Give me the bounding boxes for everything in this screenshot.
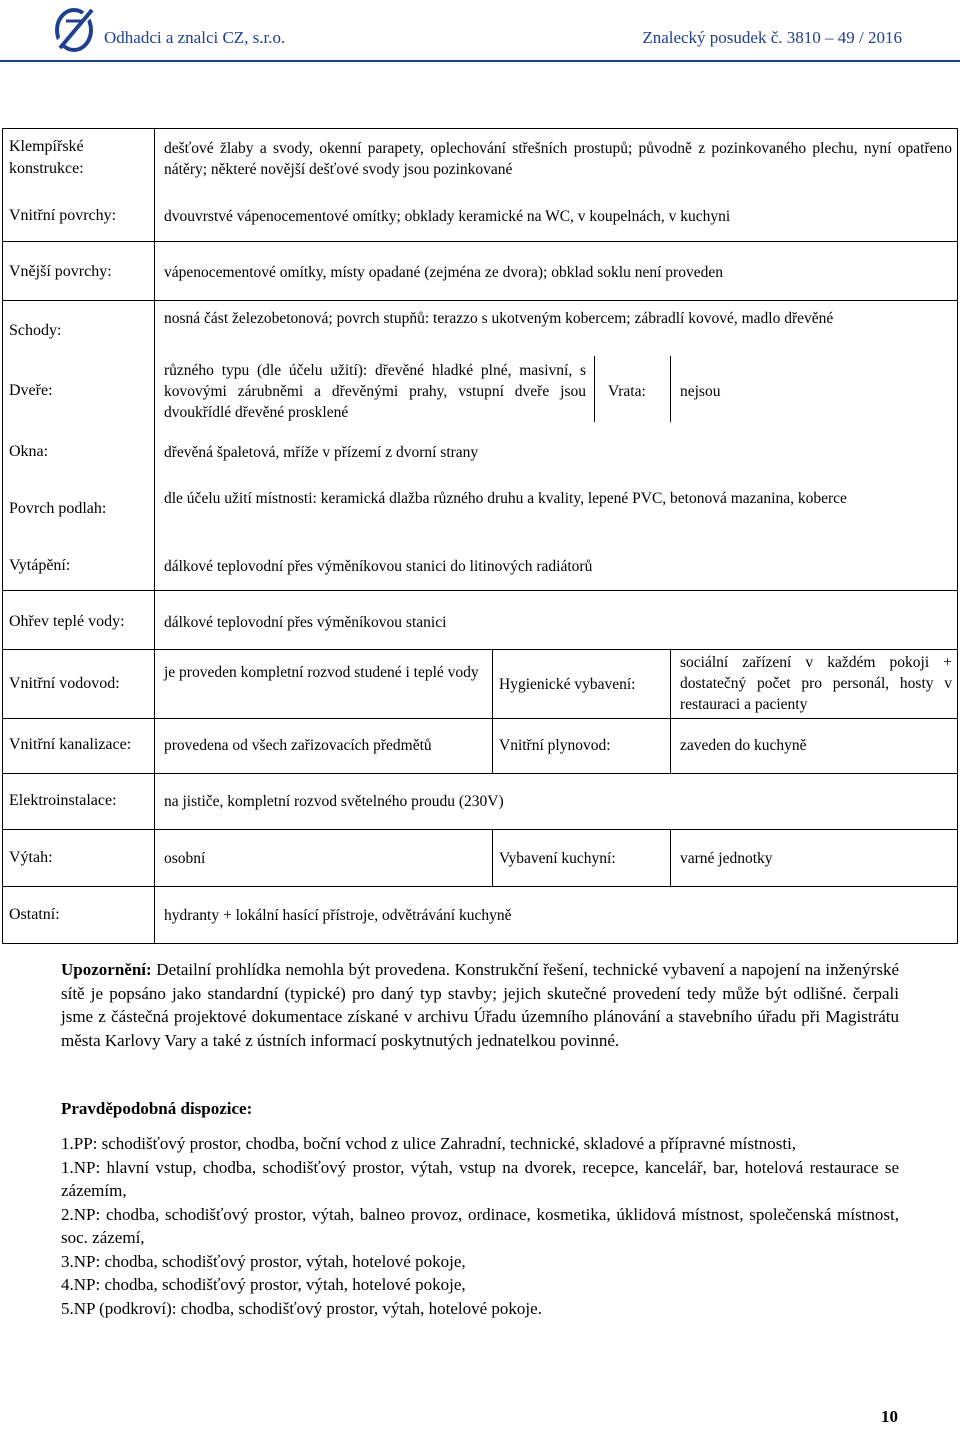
kuchyne-label: Vybavení kuchyní:	[499, 850, 616, 867]
table-rule	[2, 649, 958, 650]
table-rule	[2, 773, 958, 774]
disposition-list	[61, 1132, 899, 1320]
vnejsi-povrchy-value: vápenocementové omítky, místy opadané (zejména ze dvora); obklad soklu není proveden	[164, 264, 723, 281]
vytah-label: Výtah:	[9, 849, 53, 866]
table-rule	[957, 128, 958, 943]
list-item: 1.PP: schodišťový prostor, chodba, boční vchod z ulice Zahradní, technické, skladové a přípravné místnosti,	[61, 1134, 797, 1153]
list-item: 3.NP: chodba, schodišťový prostor, výtah, hotelové pokoje,	[61, 1251, 466, 1271]
table-rule	[492, 718, 493, 773]
ostatni-value: hydranty + lokální hasící přístroje, odvětrávání kuchyně	[164, 907, 512, 924]
table-rule	[154, 128, 155, 943]
vodovod-label: Vnitřní vodovod:	[9, 675, 120, 692]
vnitrni-povrchy-label: Vnitřní povrchy:	[9, 207, 117, 224]
ohrev-label: Ohřev teplé vody:	[9, 613, 125, 630]
table-rule	[670, 718, 671, 773]
warning-label: Upozornění:	[61, 960, 152, 979]
construction-table	[2, 128, 958, 944]
plynovod-label: Vnitřní plynovod:	[499, 737, 611, 754]
page-header	[0, 0, 960, 60]
table-rule	[2, 829, 958, 830]
dvere-label: Dveře:	[9, 382, 53, 399]
hygienicke-label: Hygienické vybavení:	[499, 676, 636, 693]
vnejsi-povrchy-label: Vnější povrchy:	[9, 263, 112, 280]
list-item: 4.NP: chodba, schodišťový prostor, výtah, hotelové pokoje,	[61, 1275, 466, 1294]
vrata-value: nejsou	[680, 383, 721, 400]
klempirske-label: Klempířské konstrukce:	[9, 138, 84, 177]
table-rule	[2, 128, 3, 943]
elektro-value: na jističe, kompletní rozvod světelného proudu (230V)	[164, 793, 504, 810]
table-rule	[2, 718, 958, 719]
header-divider	[0, 60, 960, 62]
table-rule	[670, 649, 671, 718]
table-rule	[2, 886, 958, 887]
kanalizace-value: provedena od všech zařizovacích předmětů	[164, 737, 432, 754]
okna-label: Okna:	[9, 443, 49, 460]
ohrev-value: dálkové teplovodní přes výměníkovou stanici	[164, 614, 447, 631]
company-name: Odhadci a znalci CZ, s.r.o.	[104, 28, 286, 47]
table-rule	[2, 943, 958, 944]
povrch-podlah-label: Povrch podlah:	[9, 500, 107, 517]
vytapeni-label: Vytápění:	[9, 557, 71, 574]
table-rule	[2, 590, 958, 591]
table-rule	[670, 829, 671, 886]
table-rule	[594, 356, 595, 422]
table-rule	[2, 241, 958, 242]
list-item: 5.NP (podkroví): chodba, schodišťový prostor, výtah, hotelové pokoje.	[61, 1298, 542, 1318]
dvere-value: různého typu (dle účelu užití): dřevěné hladké plné, masivní, s kovovými zárubněmi a dřevěnými prahy, vstupní dveře jsou dvoukřídlé dřevěné prosklené	[164, 362, 586, 421]
vytah-value: osobní	[164, 850, 206, 867]
warning-note	[61, 958, 899, 1052]
schody-value: nosná část železobetonová; povrch stupňů: terazzo s ukotveným kobercem; zábradlí kovové, madlo dřevěné	[164, 310, 834, 327]
okna-value: dřevěná špaletová, mříže v přízemí z dvorní strany	[164, 444, 479, 461]
elektro-label: Elektroinstalace:	[9, 792, 117, 809]
company-logo-icon	[52, 4, 102, 54]
table-rule	[2, 300, 958, 301]
list-item: 1.NP: hlavní vstup, chodba, schodišťový prostor, výtah, vstup na dvorek, recepce, kancelář, bar, hotelová restaurace se zázemím,	[61, 1157, 899, 1200]
table-rule	[670, 356, 671, 422]
plynovod-value: zaveden do kuchyně	[680, 737, 807, 754]
ostatni-label: Ostatní:	[9, 906, 60, 923]
table-rule	[492, 829, 493, 886]
povrch-podlah-value: dle účelu užití místnosti: keramická dlažba různého druhu a kvality, lepené PVC, betonová mazanina, koberce	[164, 490, 847, 507]
vrata-label: Vrata:	[608, 383, 646, 400]
document-reference: Znalecký posudek č. 3810 – 49 / 2016	[642, 28, 902, 47]
disposition-title: Pravděpodobná dispozice:	[61, 1099, 253, 1118]
table-rule	[2, 128, 958, 129]
klempirske-value: dešťové žlaby a svody, okenní parapety, oplechování střešních prostupů; původně z pozinkovaného plechu, nyní opatřeno nátěry; některé novější dešťové svody jsou pozinkované	[164, 140, 952, 178]
kanalizace-label: Vnitřní kanalizace:	[9, 736, 132, 753]
vytapeni-value: dálkové teplovodní přes výměníkovou stanici do litinových radiátorů	[164, 558, 593, 575]
page-number: 10	[881, 1407, 898, 1426]
schody-label: Schody:	[9, 322, 62, 339]
vodovod-value: je proveden kompletní rozvod studené i teplé vody	[164, 664, 479, 681]
vnitrni-povrchy-value: dvouvrstvé vápenocementové omítky; obklady keramické na WC, v koupelnách, v kuchyni	[164, 208, 731, 225]
hygienicke-value: sociální zařízení v každém pokoji + dostatečný počet pro personál, hosty v restauraci a pacienty	[680, 654, 952, 713]
list-item: 2.NP: chodba, schodišťový prostor, výtah, balneo provoz, ordinace, kosmetika, úklidová místnost, společenská místnost, soc. zázemí,	[61, 1204, 899, 1247]
warning-text: Detailní prohlídka nemohla být provedena. Konstrukční řešení, technické vybavení a napojení na inženýrské sítě je popsáno jako standardní (typické) pro daný typ stavby; jejich skutečné provedení tedy může být odlišné. čerpali jsme z částečná projektové dokumentace získané v archivu Úřadu územního plánování a stavebního úřadu při Magistrátu města Karlovy Vary a také z ústních informací poskytnutých jednatelkou povinné.	[61, 960, 899, 1050]
kuchyne-value: varné jednotky	[680, 850, 773, 867]
table-rule	[492, 649, 493, 718]
